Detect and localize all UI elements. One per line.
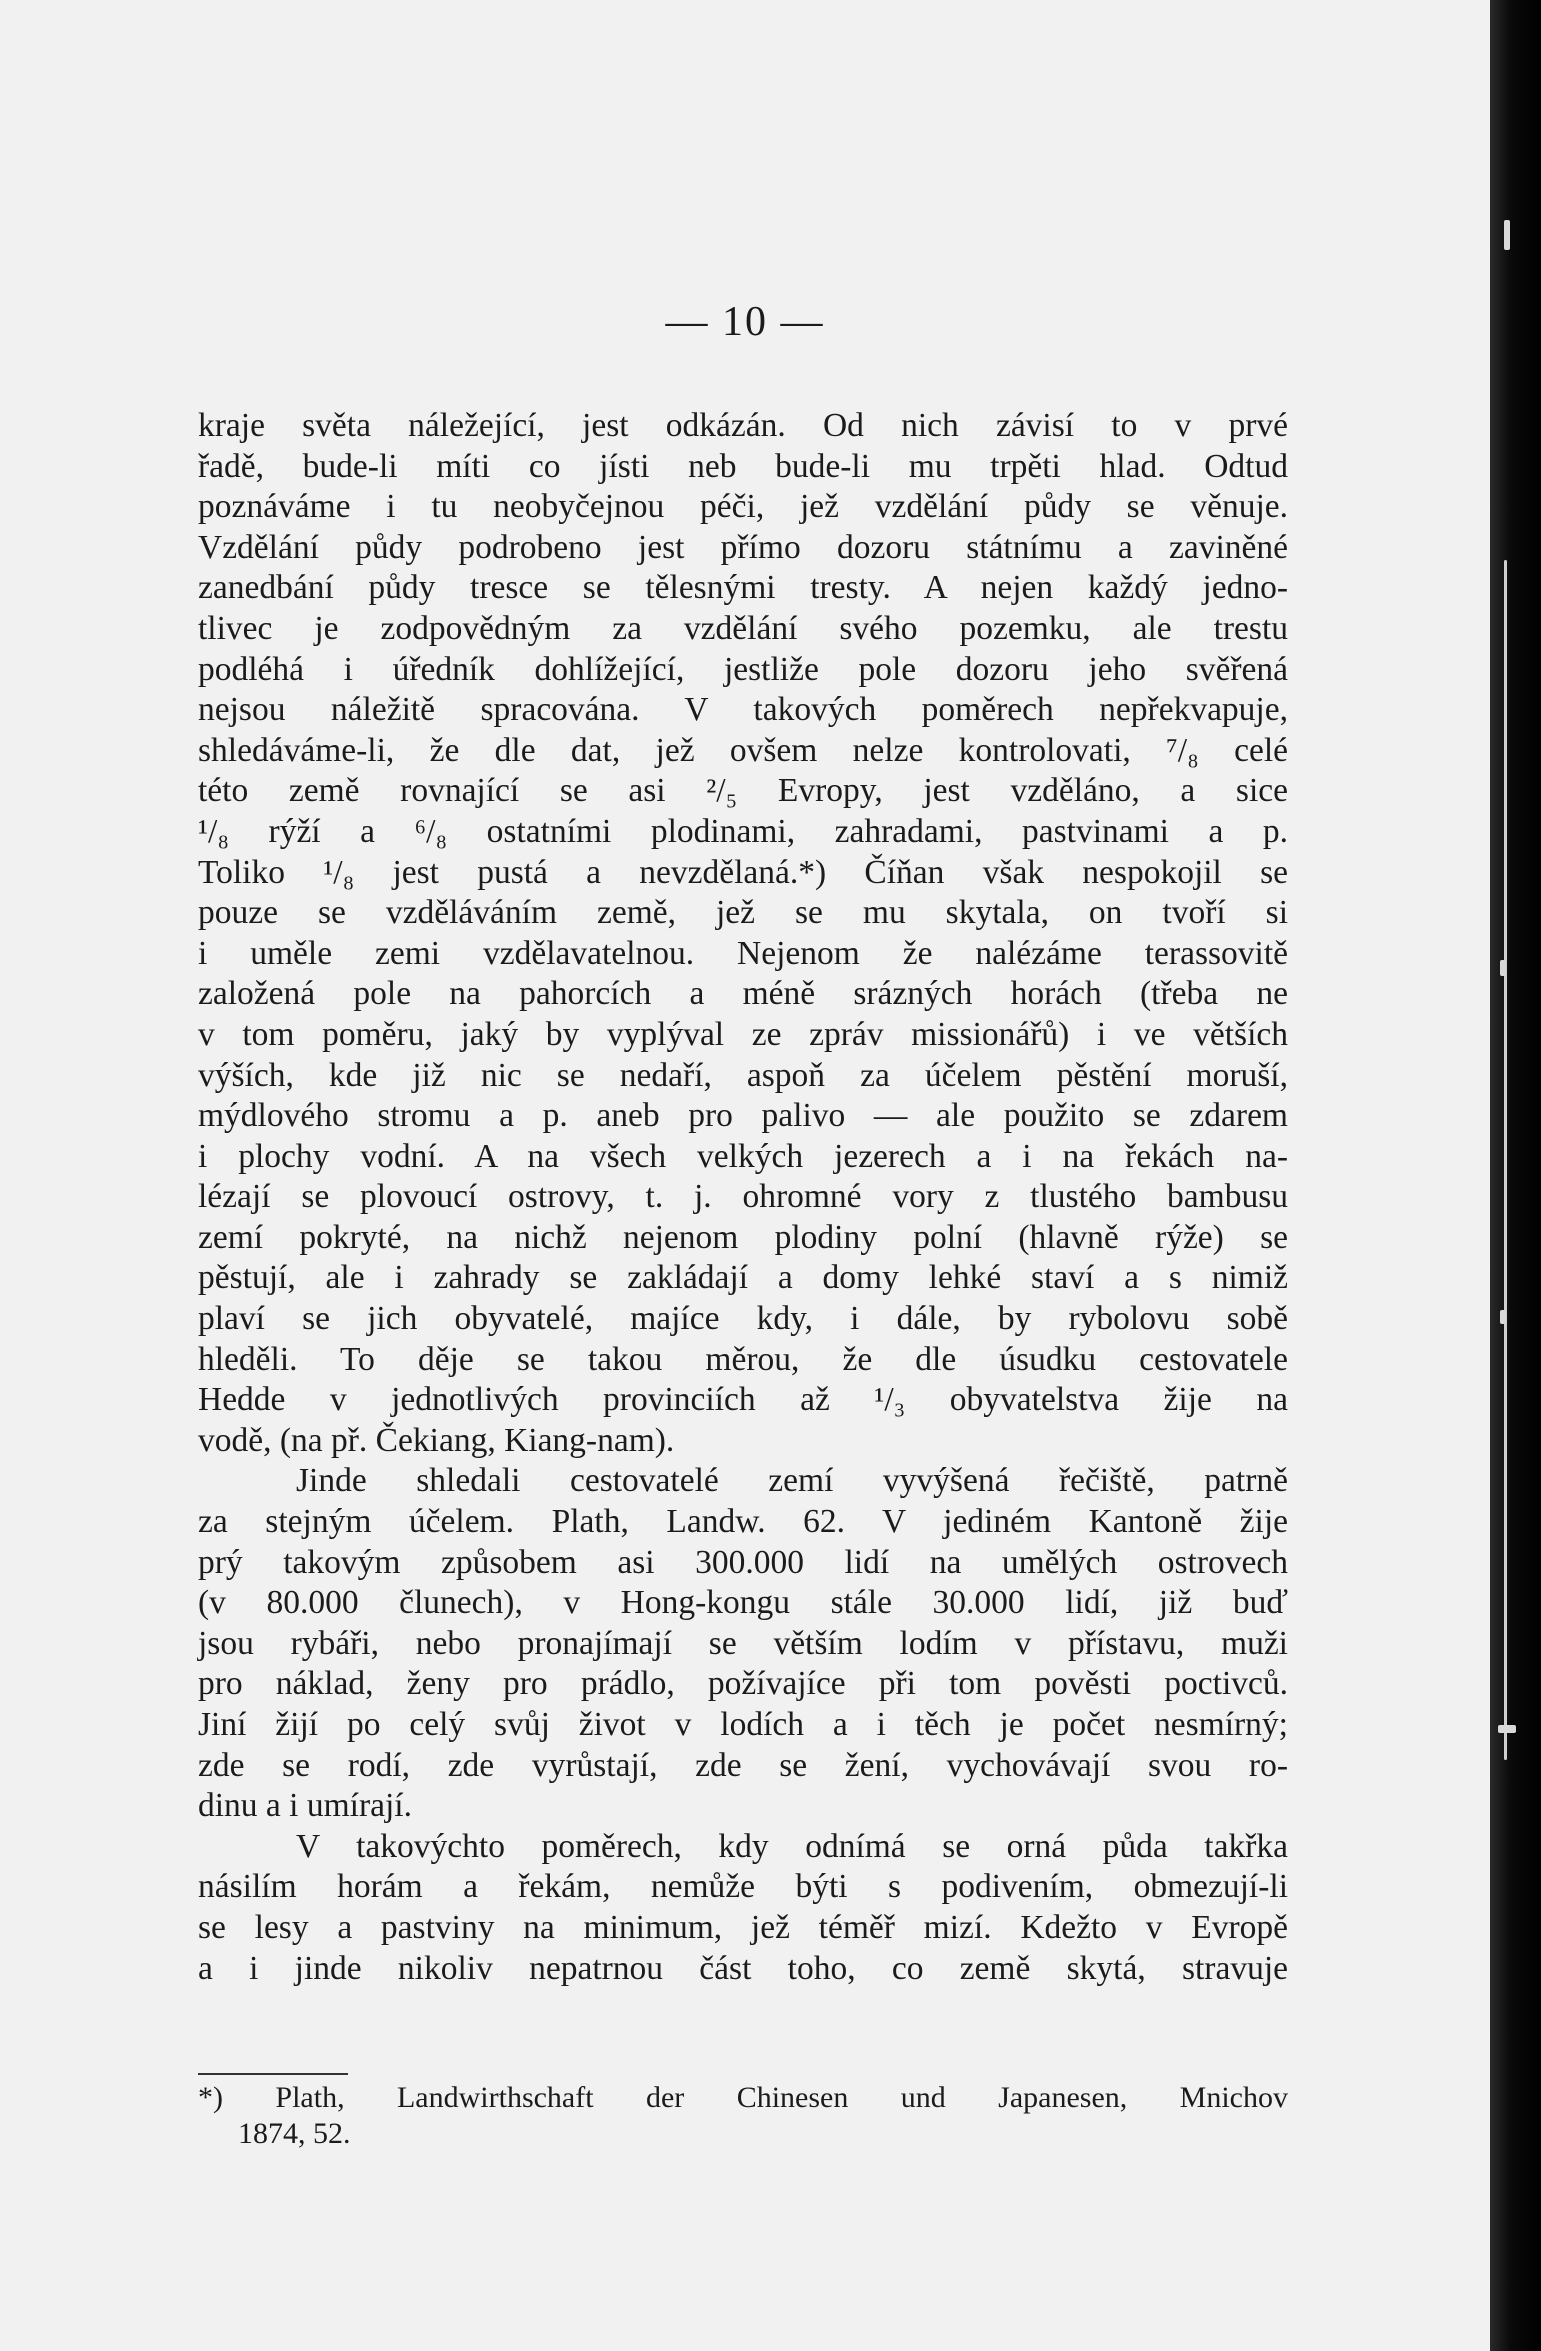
text-line: se lesy a pastviny na minimum, jež téměř mizí. Kdežto v Evropě [198, 1908, 1288, 1946]
text-line: i uměle zemi vzdělavatelnou. Nejenom že nalézáme terassovitě [198, 934, 1288, 972]
text-line: nejsou náležitě spracována. V takových poměrech nepřekvapuje, [198, 691, 1288, 729]
text-line: i plochy vodní. A na všech velkých jezerech a i na řekách na- [198, 1137, 1288, 1175]
edge-mark [1498, 1725, 1516, 1733]
footnote [198, 2080, 1288, 2152]
text-line: výších, kde již nic se nedaří, aspoň za účelem pěstění moruší, [198, 1056, 1288, 1094]
text-line: Hedde v jednotlivých provinciích až ¹/₃ obyvatelstva žije na [198, 1381, 1288, 1419]
footnote-line: *) Plath, Landwirthschaft der Chinesen und Japanesen, Mnichov [198, 2081, 1288, 2114]
text-line: této země rovnající se asi ²/₅ Evropy, jest vzděláno, a sice [198, 772, 1288, 810]
footnote-line: 1874, 52. [238, 2117, 351, 2150]
body-text [198, 406, 1288, 1989]
edge-mark [1504, 560, 1507, 1760]
text-line: Jinde shledali cestovatelé zemí vyvýšená řečiště, patrně [296, 1462, 1288, 1500]
text-line: zde se rodí, zde vyrůstají, zde se žení, vychovávají svou ro- [198, 1746, 1288, 1784]
edge-mark [1500, 1310, 1506, 1324]
text-line: hleděli. To děje se takou měrou, že dle úsudku cestovatele [198, 1340, 1288, 1378]
text-line: prý takovým způsobem asi 300.000 lidí na umělých ostrovech [198, 1543, 1288, 1581]
text-line: zemí pokryté, na nichž nejenom plodiny polní (hlavně rýže) se [198, 1218, 1288, 1256]
text-line: založená pole na pahorcích a méně srázných horách (třeba ne [198, 975, 1288, 1013]
text-line: a i jinde nikoliv nepatrnou část toho, co země skytá, stravuje [198, 1949, 1288, 1987]
edge-mark [1504, 220, 1510, 250]
text-line: pro náklad, ženy pro prádlo, požívajíce při tom pověsti poctivců. [198, 1665, 1288, 1703]
text-line: poznáváme i tu neobyčejnou péči, jež vzdělání půdy se věnuje. [198, 488, 1288, 526]
text-line: kraje světa náležející, jest odkázán. Od nich závisí to v prvé [198, 407, 1288, 444]
text-line: Toliko ¹/₈ jest pustá a nevzdělaná.*) Číňan však nespokojil se [198, 853, 1288, 891]
edge-mark [1500, 960, 1506, 976]
text-line: pěstují, ale i zahrady se zakládají a domy lehké staví a s nimiž [198, 1259, 1288, 1297]
footnote-divider [198, 2073, 348, 2075]
text-line: zanedbání půdy tresce se tělesnými tresty. A nejen každý jedno- [198, 569, 1288, 607]
text-line: dinu a i umírají. [198, 1787, 412, 1825]
text-line: V takovýchto poměrech, kdy odnímá se orná půda takřka [296, 1827, 1288, 1865]
text-line: (v 80.000 člunech), v Hong-kongu stále 30.000 lidí, již buď [198, 1584, 1288, 1622]
text-line: ¹/₈ rýží a ⁶/₈ ostatními plodinami, zahradami, pastvinami a p. [198, 812, 1288, 850]
text-line: tlivec je zodpovědným za vzdělání svého pozemku, ale trestu [198, 609, 1288, 647]
text-line: řadě, bude-li míti co jísti neb bude-li mu trpěti hlad. Odtud [198, 447, 1288, 485]
text-line: v tom poměru, jaký by vyplýval ze zpráv missionářů) i ve větších [198, 1015, 1288, 1053]
text-line: shledáváme-li, že dle dat, jež ovšem nelze kontrolovati, ⁷/₈ celé [198, 731, 1288, 769]
text-line: násilím horám a řekám, nemůže býti s podivením, obmezují-li [198, 1868, 1288, 1906]
text-line: lézají se plovoucí ostrovy, t. j. ohromné vory z tlustého bambusu [198, 1178, 1288, 1216]
text-line: plaví se jich obyvatelé, majíce kdy, i dále, by rybolovu sobě [198, 1300, 1288, 1338]
scan-edge [1490, 0, 1541, 2351]
text-line: Jiní žijí po celý svůj život v lodích a i těch je počet nesmírný; [198, 1706, 1288, 1743]
text-line: pouze se vzděláváním země, jež se mu skytala, on tvoří si [198, 894, 1288, 932]
text-line: podléhá i úředník dohlížející, jestliže pole dozoru jeho svěřená [198, 650, 1288, 688]
text-line: jsou rybáři, nebo pronajímají se větším lodím v přístavu, muži [198, 1624, 1288, 1662]
text-line: za stejným účelem. Plath, Landw. 62. V jediném Kantoně žije [198, 1503, 1288, 1541]
text-line: vodě, (na př. Čekiang, Kiang-nam). [198, 1421, 675, 1459]
page-number: — 10 — [665, 299, 825, 345]
text-line: mýdlového stromu a p. aneb pro palivo — ale použito se zdarem [198, 1097, 1288, 1135]
text-line: Vzdělání půdy podrobeno jest přímo dozoru státnímu a zaviněné [198, 528, 1288, 566]
